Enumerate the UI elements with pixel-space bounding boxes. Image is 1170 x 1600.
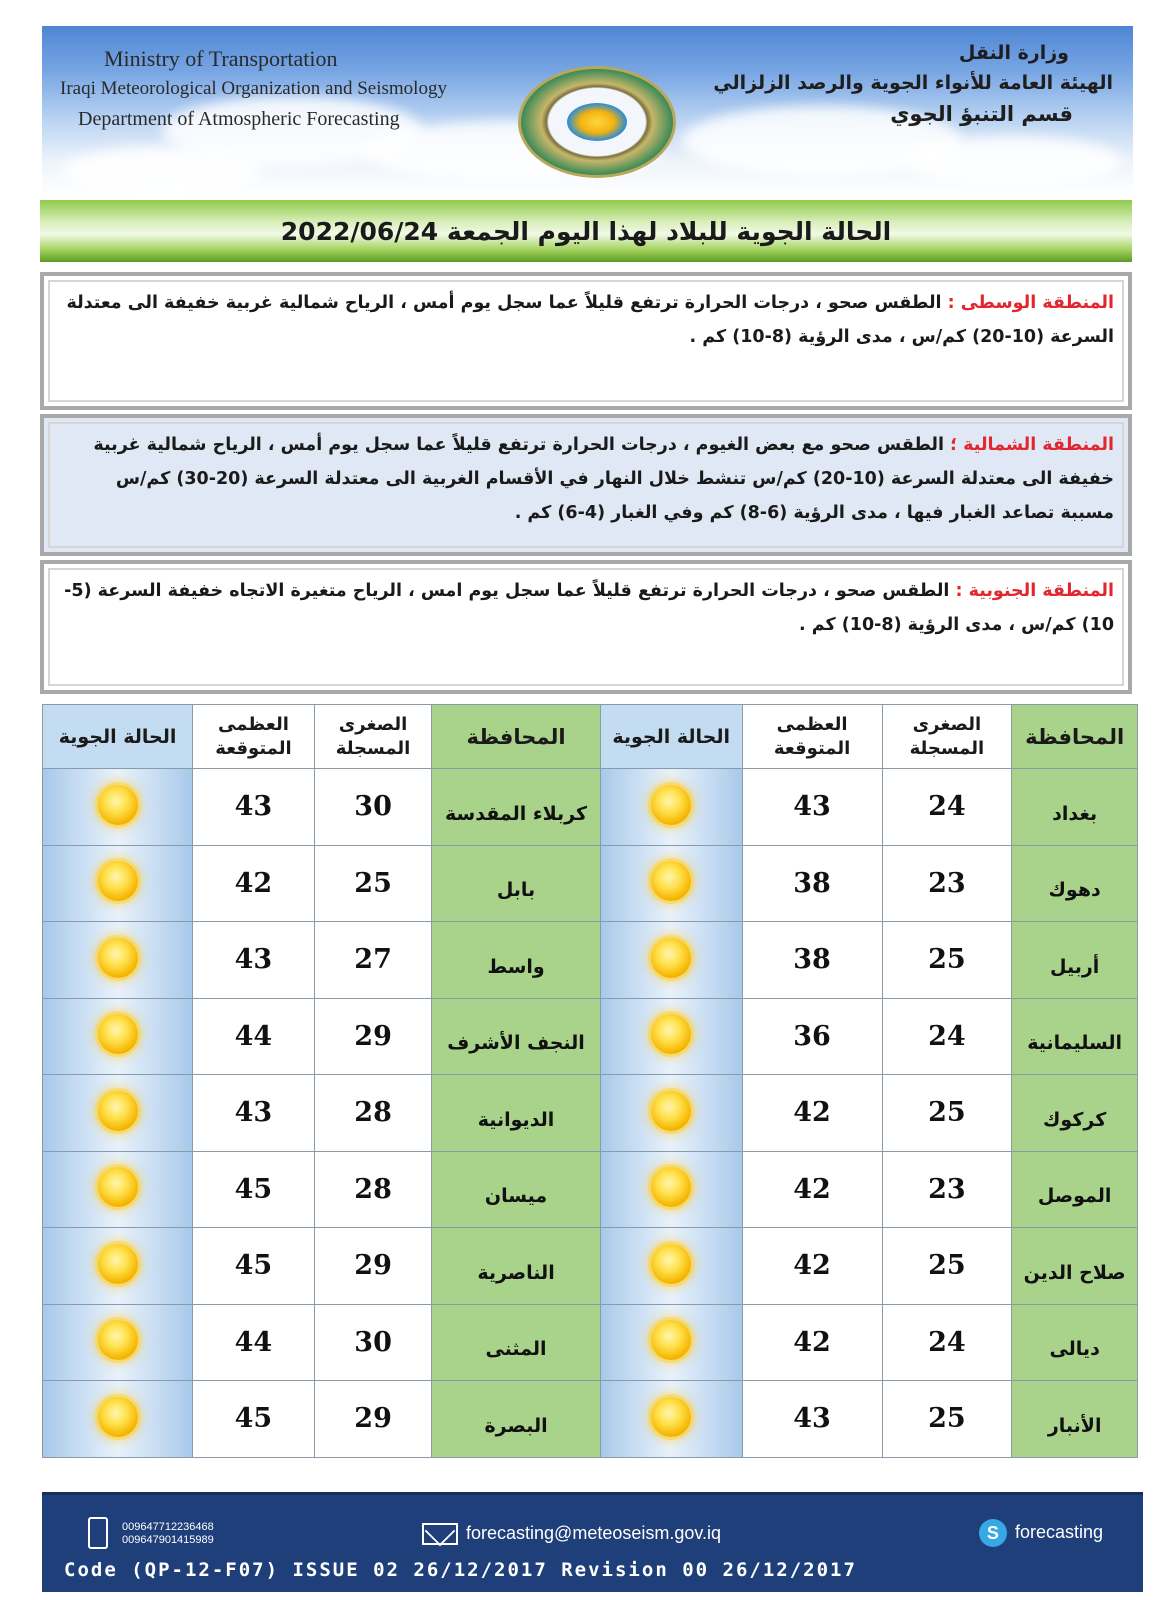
sun-icon [98, 1167, 138, 1207]
header-banner [42, 26, 1133, 196]
header-min: الصغرى المسجلة [882, 705, 1012, 769]
min-temp-cell: 30 [314, 769, 432, 846]
weather-cell [600, 1228, 742, 1305]
max-temp-cell: 45 [193, 1381, 315, 1458]
max-temp-cell: 42 [742, 1304, 882, 1381]
weather-cell [43, 1075, 193, 1152]
logo-emblem-icon [567, 103, 627, 141]
sun-icon [651, 785, 691, 825]
ministry-ar: وزارة النقل [958, 42, 1069, 64]
governorate-cell: الديوانية [432, 1075, 600, 1152]
max-temp-cell: 42 [742, 1151, 882, 1228]
weather-cell [600, 1151, 742, 1228]
header-weather: الحالة الجوية [43, 705, 193, 769]
min-temp-cell: 24 [882, 769, 1012, 846]
header-governorate: المحافظة [432, 705, 600, 769]
governorate-cell: ميسان [432, 1151, 600, 1228]
table-header-row [43, 705, 1138, 769]
min-temp-cell: 27 [314, 922, 432, 999]
min-temp-cell: 24 [882, 998, 1012, 1075]
sun-icon [98, 938, 138, 978]
sun-icon [98, 1091, 138, 1131]
weather-cell [43, 998, 193, 1075]
sun-icon [651, 861, 691, 901]
weather-cell [600, 922, 742, 999]
region-central [40, 272, 1132, 410]
max-temp-cell: 43 [193, 1075, 315, 1152]
sun-icon [651, 1320, 691, 1360]
max-temp-cell: 45 [193, 1151, 315, 1228]
header-weather: الحالة الجوية [600, 705, 742, 769]
max-temp-cell: 38 [742, 922, 882, 999]
table-row [43, 922, 1138, 999]
table-row [43, 769, 1138, 846]
region-south-text: الطقس صحو ، درجات الحرارة ترتفع قليلاً عما سجل يوم امس ، الرياح متغيرة الاتجاه خفيفة السرعة (5-10) كم/س ، مدى الرؤية (8-10) كم . [64, 581, 1114, 635]
governorate-cell: بابل [432, 845, 600, 922]
sun-icon [98, 1014, 138, 1054]
table-row [43, 1304, 1138, 1381]
min-temp-cell: 25 [314, 845, 432, 922]
phone-icon [88, 1517, 108, 1549]
region-central-name: المنطقة الوسطى : [947, 293, 1114, 313]
sun-icon [651, 938, 691, 978]
max-temp-cell: 43 [193, 769, 315, 846]
footer-bar [42, 1492, 1143, 1592]
min-temp-cell: 25 [882, 1075, 1012, 1152]
region-north-name: المنطقة الشمالية ؛ [950, 435, 1114, 455]
min-temp-cell: 29 [314, 998, 432, 1075]
skype-id[interactable]: forecasting [1014, 1521, 1103, 1542]
min-temp-cell: 25 [882, 922, 1012, 999]
phone-numbers [122, 1521, 214, 1547]
governorate-cell: الأنبار [1012, 1381, 1138, 1458]
sun-icon [98, 785, 138, 825]
max-temp-cell: 45 [193, 1228, 315, 1305]
weather-cell [600, 1304, 742, 1381]
weather-cell [600, 1075, 742, 1152]
max-temp-cell: 36 [742, 998, 882, 1075]
governorate-cell: صلاح الدين [1012, 1228, 1138, 1305]
organization-ar: الهيئة العامة للأنواء الجوية والرصد الزلزالي [713, 72, 1113, 94]
governorate-cell: أربيل [1012, 922, 1138, 999]
sun-icon [98, 1320, 138, 1360]
min-temp-cell: 28 [314, 1151, 432, 1228]
min-temp-cell: 25 [882, 1228, 1012, 1305]
min-temp-cell: 23 [882, 845, 1012, 922]
weather-cell [43, 769, 193, 846]
sun-icon [651, 1244, 691, 1284]
organization-logo [518, 66, 676, 178]
max-temp-cell: 43 [742, 1381, 882, 1458]
department-en: Department of Atmospheric Forecasting [78, 108, 400, 130]
report-title: الحالة الجوية للبلاد لهذا اليوم الجمعة 2022/06/24 [280, 216, 892, 246]
governorate-cell: كركوك [1012, 1075, 1138, 1152]
max-temp-cell: 42 [742, 1228, 882, 1305]
governorate-cell: الناصرية [432, 1228, 600, 1305]
weather-cell [600, 769, 742, 846]
governorate-cell: البصرة [432, 1381, 600, 1458]
min-temp-cell: 25 [882, 1381, 1012, 1458]
region-south-name: المنطقة الجنوبية : [955, 581, 1114, 601]
max-temp-cell: 44 [193, 1304, 315, 1381]
table-row [43, 1228, 1138, 1305]
min-temp-cell: 23 [882, 1151, 1012, 1228]
header-governorate: المحافظة [1012, 705, 1138, 769]
weather-cell [43, 1151, 193, 1228]
governorate-cell: دهوك [1012, 845, 1138, 922]
table-row [43, 1151, 1138, 1228]
max-temp-cell: 42 [742, 1075, 882, 1152]
sun-icon [651, 1091, 691, 1131]
header-max: العظمى المتوقعة [742, 705, 882, 769]
sun-icon [98, 1244, 138, 1284]
skype-contact[interactable] [979, 1519, 1103, 1547]
max-temp-cell: 43 [193, 922, 315, 999]
header-arabic [713, 38, 1113, 130]
header-english [60, 44, 447, 134]
governorate-cell: المثنى [432, 1304, 600, 1381]
department-ar: قسم التنبؤ الجوي [890, 102, 1073, 126]
sun-icon [651, 1167, 691, 1207]
sun-icon [98, 1397, 138, 1437]
table-row [43, 1075, 1138, 1152]
governorate-cell: ديالى [1012, 1304, 1138, 1381]
region-north [40, 414, 1132, 556]
max-temp-cell: 42 [193, 845, 315, 922]
governorate-cell: بغداد [1012, 769, 1138, 846]
email-contact[interactable] [422, 1523, 721, 1545]
sun-icon [98, 861, 138, 901]
header-max: العظمى المتوقعة [193, 705, 315, 769]
region-central-text: الطقس صحو ، درجات الحرارة ترتفع قليلاً عما سجل يوم أمس ، الرياح شمالية غربية خفيفة الى معتدلة السرعة (10-20) كم/س ، مدى الرؤية (8-10) كم . [66, 293, 1114, 347]
organization-en: Iraqi Meteorological Organization and Seismology [60, 78, 447, 99]
weather-cell [43, 845, 193, 922]
sun-icon [651, 1014, 691, 1054]
phone-2: 009647901415989 [122, 1534, 214, 1546]
header-min: الصغرى المسجلة [314, 705, 432, 769]
ministry-en: Ministry of Transportation [104, 46, 338, 71]
email-address[interactable]: forecasting@meteoseism.gov.iq [466, 1523, 722, 1543]
temperature-table [42, 704, 1138, 1458]
weather-cell [43, 1228, 193, 1305]
min-temp-cell: 28 [314, 1075, 432, 1152]
document-code-line: Code (QP-12-F07) ISSUE 02 26/12/2017 Revision 00 26/12/2017 [64, 1559, 857, 1581]
table-row [43, 998, 1138, 1075]
skype-icon: S [979, 1519, 1007, 1547]
weather-cell [600, 1381, 742, 1458]
min-temp-cell: 29 [314, 1228, 432, 1305]
weather-cell [600, 845, 742, 922]
min-temp-cell: 24 [882, 1304, 1012, 1381]
governorate-cell: كربلاء المقدسة [432, 769, 600, 846]
max-temp-cell: 38 [742, 845, 882, 922]
min-temp-cell: 30 [314, 1304, 432, 1381]
weather-cell [600, 998, 742, 1075]
sun-icon [651, 1397, 691, 1437]
governorate-cell: النجف الأشرف [432, 998, 600, 1075]
weather-cell [43, 1304, 193, 1381]
governorate-cell: الموصل [1012, 1151, 1138, 1228]
table-row [43, 845, 1138, 922]
max-temp-cell: 43 [742, 769, 882, 846]
region-north-text: الطقس صحو مع بعض الغيوم ، درجات الحرارة ترتفع قليلاً عما سجل يوم أمس ، الرياح شمالية غربية خفيفة الى معتدلة السرعة (10-20) كم/س تنشط خلال النهار في الأقسام الغربية الى معتدلة السرعة (20-30) كم/س مسببة تصاعد الغبار فيها ، مدى الرؤية (6-8) كم وفي الغبار (4-6) كم . [93, 435, 1114, 523]
max-temp-cell: 44 [193, 998, 315, 1075]
min-temp-cell: 29 [314, 1381, 432, 1458]
governorate-cell: واسط [432, 922, 600, 999]
governorate-cell: السليمانية [1012, 998, 1138, 1075]
table-row [43, 1381, 1138, 1458]
region-south [40, 560, 1132, 694]
weather-cell [43, 1381, 193, 1458]
phone-1: 009647712236468 [122, 1521, 214, 1533]
report-title-bar [40, 200, 1132, 262]
weather-cell [43, 922, 193, 999]
envelope-icon [422, 1523, 458, 1545]
